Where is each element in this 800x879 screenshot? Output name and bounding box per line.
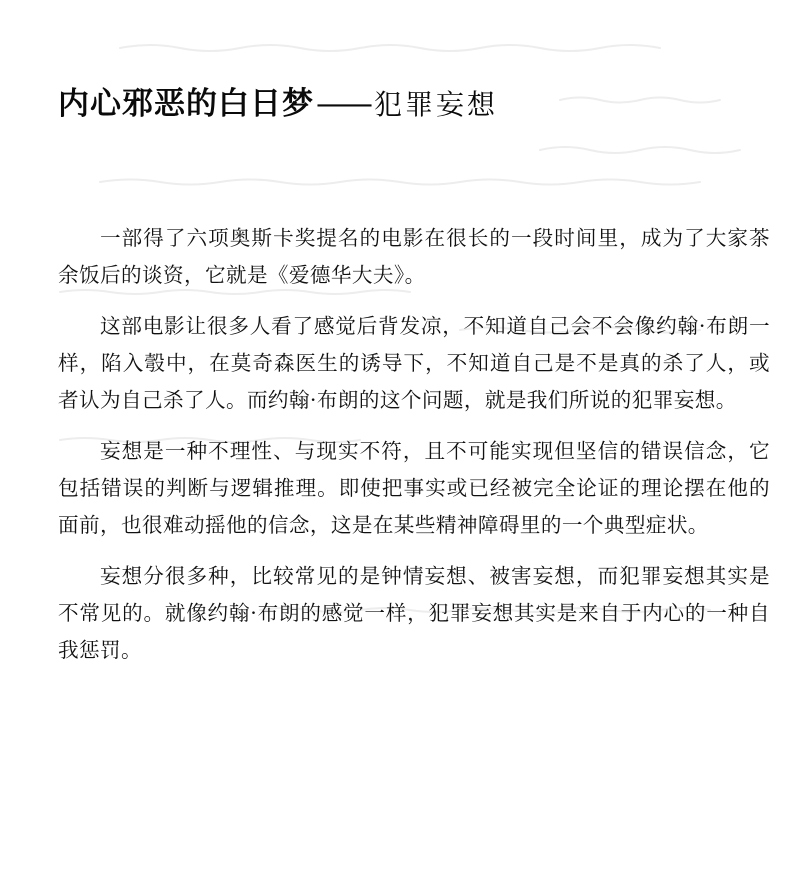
heading-main-text: 内心邪恶的白日梦 <box>58 86 314 122</box>
paragraph-4: 妄想分很多种，比较常见的是钟情妄想、被害妄想，而犯罪妄想其实是不常见的。就像约翰·布朗的感觉一样，犯罪妄想其实是来自于内心的一种自我惩罚。 <box>58 564 770 662</box>
heading-dash: —— <box>316 87 370 122</box>
heading-subtitle: 犯罪妄想 <box>374 88 499 121</box>
paragraph-2: 这部电影让很多人看了感觉后背发凉，不知道自己会不会像约翰·布朗一样，陷入彀中，在莫奇森医生的诱导下，不知道自己是不是真的杀了人，或者认为自己杀了人。而约翰·布朗的这个问题，就是我们所说的犯罪妄想。 <box>58 314 770 412</box>
article-body <box>58 220 770 683</box>
paragraph-3: 妄想是一种不理性、与现实不符，且不可能实现但坚信的错误信念，它包括错误的判断与逻辑推理。即使把事实或已经被完全论证的理论摆在他的面前，也很难动摇他的信念，这是在某些精神障碍里的一个典型症状。 <box>58 439 770 537</box>
paragraph-1: 一部得了六项奥斯卡奖提名的电影在很长的一段时间里，成为了大家茶余饭后的谈资，它就是《爱德华大夫》。 <box>58 226 770 287</box>
chapter-heading <box>58 78 498 122</box>
